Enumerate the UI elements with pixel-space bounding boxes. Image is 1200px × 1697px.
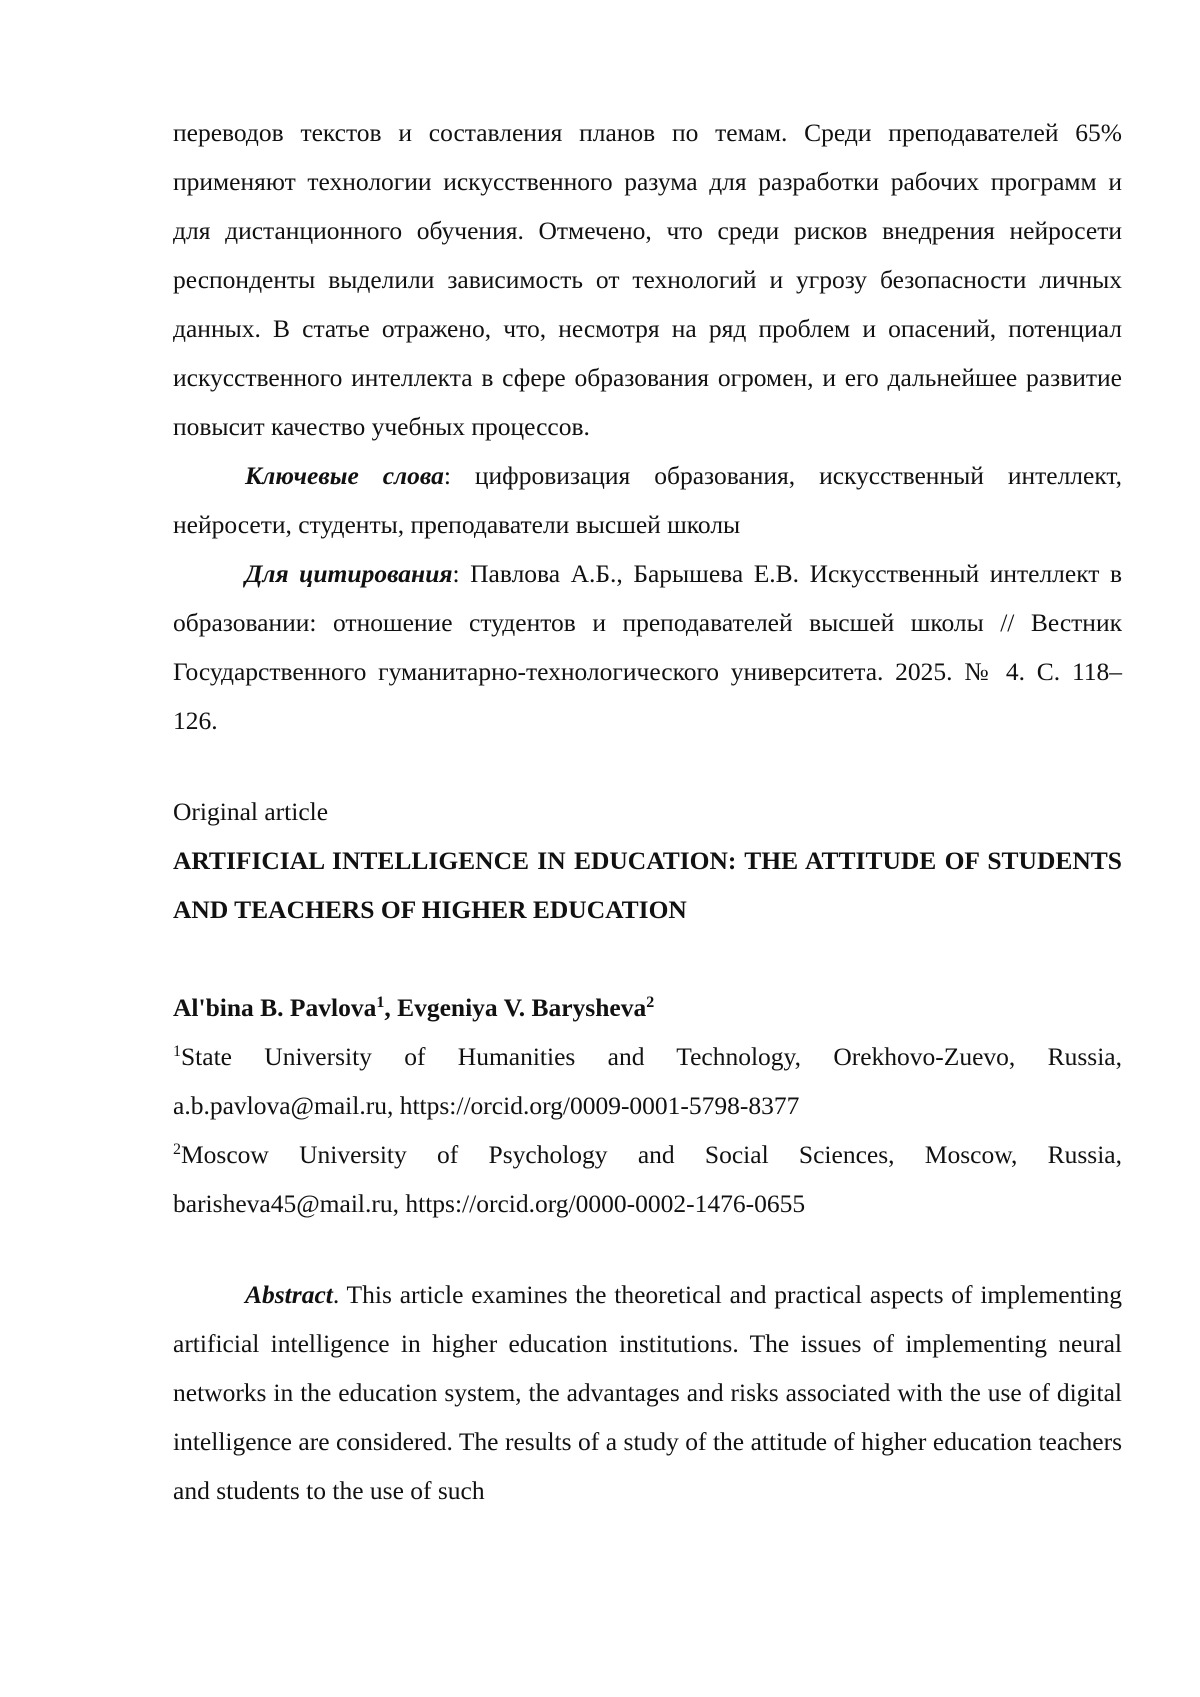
author-2-sup: 2	[646, 994, 655, 1011]
abstract-text: . This article examines the theoretical and practical aspects of implementing artificial intelligence in higher education institutions. The issues of implementing neural networks in the education system, the advantages and risks associated with the use of digital intelligence are considered. The results of a study of the attitude of higher education teachers and students to the use of such	[173, 1280, 1122, 1505]
citation-text: : Павлова А.Б., Барышева Е.В. Искусственный интеллект в образовании: отношение студентов и преподавателей высшей школы // Вестник Государственного гуманитарно-технологического университета. 2025. № 4. С. 118–126.	[173, 559, 1122, 735]
affiliation-2-text: Moscow University of Psychology and Social Sciences, Moscow, Russia, barisheva45@mail.ru, https://orcid.org/0000-0002-1476-0655	[173, 1140, 1122, 1218]
authors-line	[173, 983, 1122, 1032]
article-title: ARTIFICIAL INTELLIGENCE IN EDUCATION: THE ATTITUDE OF STUDENTS AND TEACHERS OF HIGHER EDUCATION	[173, 846, 1122, 924]
author-2: Evgeniya V. Barysheva	[397, 993, 647, 1022]
citation-paragraph	[173, 549, 1122, 745]
author-1: Al'bina B. Pavlova	[173, 993, 377, 1022]
affiliation-2-sup: 2	[173, 1141, 181, 1158]
russian-abstract-tail: переводов текстов и составления планов по темам. Среди преподавателей 65% применяют технологии искусственного разума для разработки рабочих программ и для дистанционного обучения. Отмечено, что среди рисков внедрения нейросети респонденты выделили зависимость от технологий и угрозу безопасности личных данных. В статье отражено, что, несмотря на ряд проблем и опасений, потенциал искусственного интеллекта в сфере образования огромен, и его дальнейшее развитие повысит качество учебных процессов.	[173, 118, 1122, 441]
keywords-paragraph	[173, 451, 1122, 549]
spacer	[173, 934, 1122, 983]
author-separator: ,	[384, 993, 398, 1022]
affiliation-2	[173, 1130, 1122, 1228]
abstract-paragraph	[173, 1270, 1122, 1515]
spacer	[173, 745, 1122, 787]
spacer	[173, 1228, 1122, 1270]
keywords-label: Ключевые слова	[245, 461, 444, 490]
abstract-label: Abstract	[245, 1280, 333, 1309]
author-1-sup: 1	[376, 994, 385, 1011]
affiliation-1-sup: 1	[173, 1043, 181, 1060]
keywords-text: : цифровизация образования, искусственный интеллект, нейросети, студенты, преподаватели высшей школы	[173, 461, 1122, 539]
page-body	[173, 108, 1122, 1515]
affiliation-1-text: State University of Humanities and Technology, Orekhovo-Zuevo, Russia, a.b.pavlova@mail.ru, https://orcid.org/0009-0001-5798-8377	[173, 1042, 1122, 1120]
citation-label: Для цитирования	[245, 559, 453, 588]
article-type: Original article	[173, 797, 329, 826]
affiliation-1	[173, 1032, 1122, 1130]
